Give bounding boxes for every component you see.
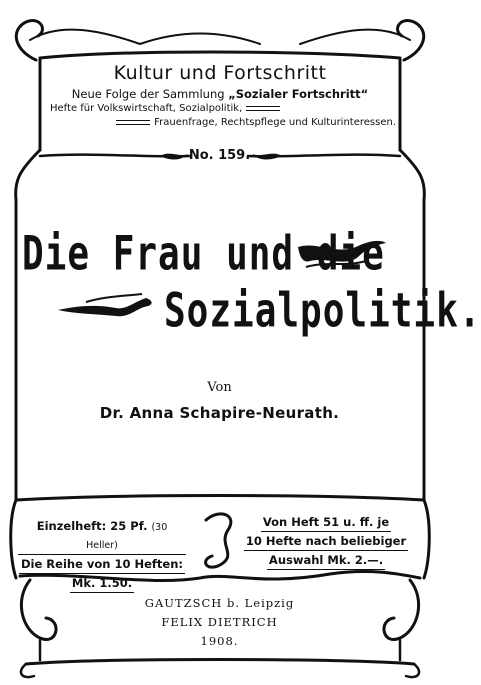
series-subtitle-name: „Sozialer Fortschritt“	[228, 87, 369, 101]
divider	[246, 106, 280, 111]
price-box-right	[240, 514, 412, 571]
price-left-line1	[18, 518, 186, 555]
price-right-line1: Von Heft 51 u. ff. je	[261, 514, 391, 532]
price-right-line3: Auswahl Mk. 2.—.	[267, 552, 385, 570]
price-left-line1-small: (30 Heller)	[86, 522, 168, 551]
series-topics-line1	[40, 102, 400, 116]
publisher-block	[0, 594, 439, 651]
publication-year: 1908.	[200, 634, 239, 648]
series-header	[40, 62, 400, 130]
price-right-line2: 10 Hefte nach beliebiger	[244, 533, 408, 551]
series-topics-text2: Frauenfrage, Rechtspflege und Kulturinteressen.	[154, 117, 396, 128]
title-line-2: Sozialpolitik.	[164, 285, 481, 339]
title-line-1: Die Frau und die	[22, 228, 385, 282]
publisher-name: FELIX DIETRICH	[161, 615, 278, 629]
series-title: Kultur und Fortschritt	[113, 62, 327, 84]
price-box-left	[18, 518, 186, 594]
divider	[116, 120, 150, 125]
flourish-left-icon	[56, 292, 156, 322]
price-left-line3: Mk. 1.50.	[70, 575, 134, 593]
issue-number: No. 159.	[188, 148, 251, 163]
series-subtitle-prefix: Neue Folge der Sammlung	[71, 87, 229, 101]
series-topics-text1: Hefte für Volkswirtschaft, Sozialpolitik,	[50, 103, 243, 114]
price-left-line2: Die Reihe von 10 Heften:	[19, 556, 185, 574]
series-subtitle	[40, 86, 400, 102]
price-left-line1-text: Einzelheft: 25 Pf.	[36, 519, 148, 533]
author-name: Dr. Anna Schapire-Neurath.	[99, 404, 340, 422]
publisher-place: GAUTZSCH b. Leipzig	[144, 596, 295, 610]
by-label: Von	[207, 380, 232, 395]
series-topics-line2	[40, 116, 400, 130]
